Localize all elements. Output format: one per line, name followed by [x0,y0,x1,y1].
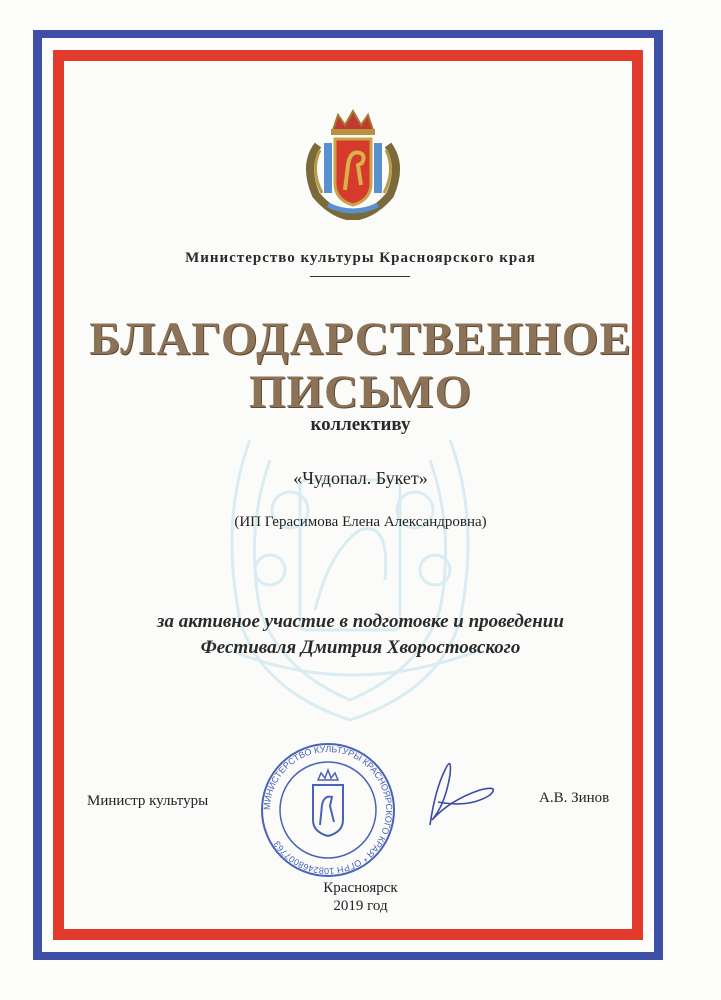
svg-text:МИНИСТЕРСТВО КУЛЬТУРЫ КРАСНОЯР [262,744,394,876]
ministry-underline [310,276,410,277]
stamp-text: МИНИСТЕРСТВО КУЛЬТУРЫ КРАСНОЯРСКОГО КРАЯ * ОГРН 1082468007763 [261,743,395,877]
coat-of-arms-icon [298,105,408,220]
reason-line1: за активное участие в подготовке и проведении [157,611,564,632]
signature-icon [390,750,510,830]
issue-year: 2019 год [333,898,388,914]
organization-name: «Чудопал. Букет» [293,468,428,488]
ministry-name: Министерство культуры Красноярского края [185,250,536,266]
document-title-line1: БЛАГОДАРСТВЕННОЕ [89,313,632,365]
reason-line2: Фестиваля Дмитрия Хворостовского [200,637,521,658]
organization-owner: (ИП Герасимова Елена Александровна) [234,514,487,530]
recipient-label: коллективу [310,414,411,435]
official-stamp-icon [258,740,398,880]
signer-name: А.В. Зинов [539,790,610,806]
issue-city: Красноярск [323,880,398,896]
watermark-emblem-icon [190,400,520,740]
signer-position: Министр культуры [87,793,209,809]
document-title-line2: ПИСЬМО [248,366,473,418]
